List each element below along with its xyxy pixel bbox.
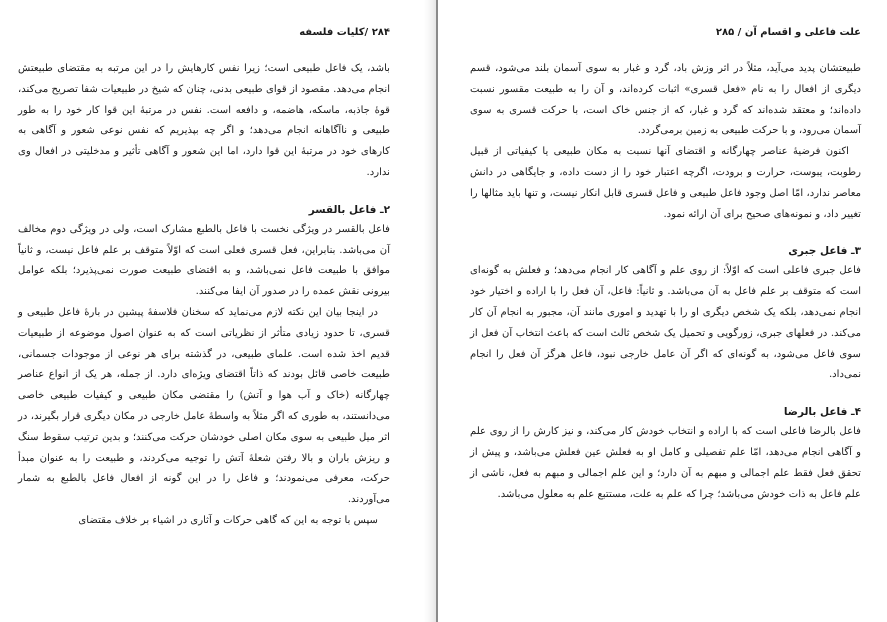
left-page-header: ۲۸۴ /کلیات فلسفه <box>299 27 390 38</box>
left-paragraph-1: باشد، یک فاعل طبیعی است؛ زیرا نفس کارهایش را در این مرتبه به مقتضای طبیعتش انجام می‌دهد. مقصود از قوای طبیعی بدنی، چنان که شیخ در طبیعیات شفا تصریح می‌کند، قوهٔ جاذبه، ماسکه، هاضمه، و دافعه است. نفس در مرتبهٔ این قوا کار خود را به طور طبیعی و ناآگاهانه انجام می‌دهد؛ و اگر چه بپذیریم که نفس نوعی شعور و آگاهی به کارهای خود در مرتبهٔ این قوا دارد، اما این شعور و آگاهی تأثیر و مدخلیتی در افعال وی ندارد. <box>18 63 390 178</box>
right-page-header: علت فاعلی و اقسام آن / ۲۸۵ <box>715 27 861 38</box>
section-heading-3: ۳ـ فاعل جبری <box>788 245 861 258</box>
right-paragraph-2: اکنون فرضیهٔ عناصر چهارگانه و اقتضای آنها نسبت به مکان طبیعی یا کیفیاتی از قبیل رطوبت، یبوست، حرارت و برودت، اگرچه اعتبار خود را از دست داده، و جایگاهی در دانش معاصر ندارد، امّا اصل وجود فاعل طبیعی و فاعل قسری قابل انکار نیست، و تنها باید مثالها را تغییر داد، و نمونه‌های صحیح برای آن ارائه نمود. <box>470 146 861 220</box>
left-paragraph-3: در اینجا بیان این نکته لازم می‌نماید که سخنان فلاسفهٔ پیشین در بارهٔ فاعل طبیعی و قسری، تا حدود زیادی متأثر از نظریاتی است که به عنوان اصول موضوعه از طبیعیات قدیم اخذ شده است. علمای طبیعی، در گذشته برای هر نوعی از موجودات جسمانی، طبیعت خاصی قائل بودند که ذاتاً اقتضای ویژه‌ای دارد. از جمله، هر یک از انواع عناصر چهارگانه (خاک و آب هوا و آتش) را مقتضی مکان طبیعی و کیفیات طبیعی خاصی می‌دانستند، به طوری که اگر مثلاً به واسطهٔ عامل خارجی در مکان دیگری قرار بگیرند، در اثر میل طبیعی به سوی مکان اصلی خودشان حرکت می‌کنند؛ و بدین ترتیب سقوط سنگ و ریزش باران و بالا رفتن شعلهٔ آتش را توجیه می‌کردند، و طبیعت را به عنوان مبدأ حرکت، معرفی می‌نمودند؛ و فاعل را در این گونه از افعال فاعل بالطبع به شمار می‌آوردند. <box>18 306 390 506</box>
left-paragraph-2: فاعل بالقسر در ویژگی نخست با فاعل بالطبع مشارک است، ولی در ویژگی دوم مخالف آن می‌باشد. بنابراین، فعل قسری فعلی است که اوّلاً متوقف بر علم فاعل نیست، و ثانیاً موافق با طبیعت فاعل نمی‌باشد، و به اقتضای طبیعت صورت نمی‌پذیرد؛ بلکه عوامل بیرونی نقش عمده را در صدور آن ایفا می‌کنند. <box>18 223 390 298</box>
section-heading-4: ۴ـ فاعل بالرضا <box>783 406 861 419</box>
section-heading-2: ۲ـ فاعل بالقسر <box>308 203 390 216</box>
right-paragraph-1: طبیعتشان پدید می‌آید، مثلاً در اثر وزش باد، گرد و غبار به سوی آسمان بلند می‌شود، قسم دیگری از افعال را به نام «فعل قسری» اثبات کرده‌اند، و آن را به طبیعت مقسور نسبت داده‌اند؛ و معتقد شده‌اند که گرد و غبار، که از جنس خاک است، با حرکت قسری به سوی آسمان می‌رود، و با حرکت طبیعی به زمین برمی‌گردد. <box>470 63 861 137</box>
right-paragraph-3: فاعل جبری فاعلی است که اوّلاً: از روی علم و آگاهی کار انجام می‌دهد؛ و فعلش به گونه‌ای است که متوقف بر علم فاعل به آن می‌باشد. و ثانیاً: فاعل، آن فعل را با اراده و اختیار خود انجام نمی‌دهد، بلکه یک شخص دیگری او را با تهدید و اموری مانند آن، مجبور به انجام آن کار می‌کند. در فعلهای جبری، زورگویی و تحمیل یک شخص ثالث است که باعث انتخاب آن فعل از سوی فاعل می‌شود، به گونه‌ای که اگر آن عامل خارجی نبود، فاعل هرگز آن فعل را انجام نمی‌داد. <box>470 265 861 381</box>
left-paragraph-4: سپس با توجه به این که گاهی حرکات و آثاری در اشیاء بر خلاف مقتضای <box>78 514 378 526</box>
right-paragraph-4: فاعل بالرضا فاعلی است که با اراده و انتخاب خودش کار می‌کند، و نیز کارش را از روی علم و آگاهی انجام می‌دهد، امّا علم تفصیلی و کامل او به فعلش عین فعلش می‌باشد، و پیش از تحقق فعل فقط علم اجمالی و مبهم به آن دارد؛ و این علم اجمالی و مبهم به فعل، ناشی از علم فاعل به ذات خودش می‌باشد؛ چرا که علم به علت، مستتبع علم به معلول می‌باشد. <box>470 426 861 500</box>
left-page <box>0 0 436 622</box>
right-page <box>438 0 887 622</box>
